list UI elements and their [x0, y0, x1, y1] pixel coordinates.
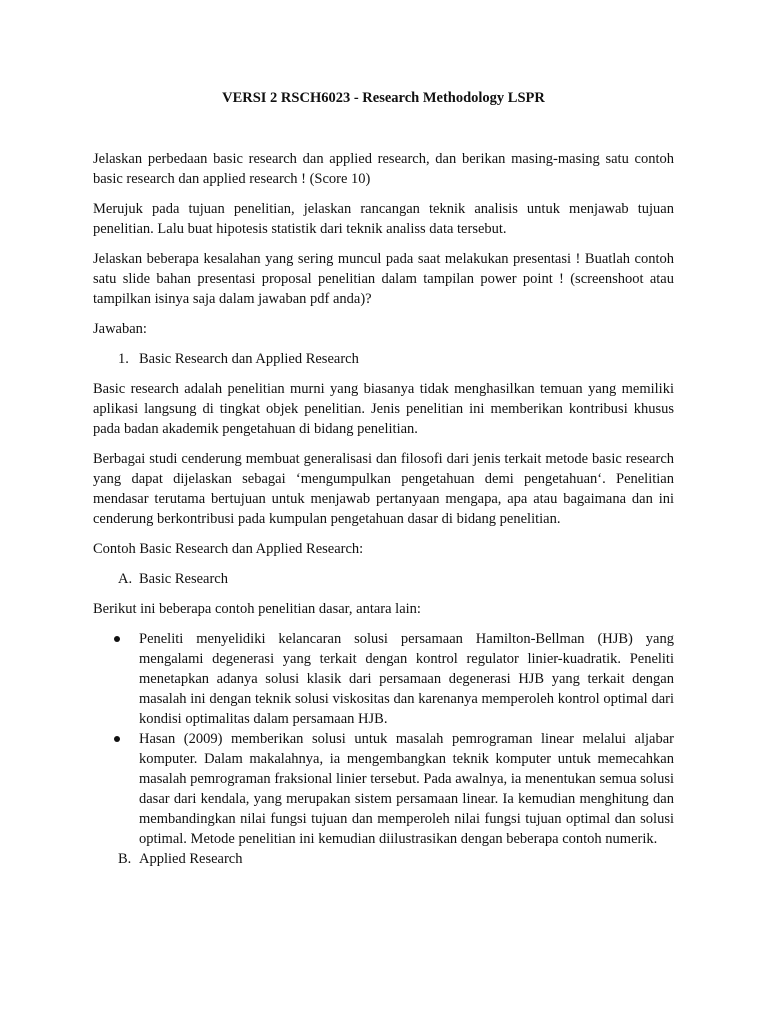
- section-1-heading: [93, 349, 674, 369]
- paragraph-examples-heading: Contoh Basic Research dan Applied Research:: [93, 541, 364, 557]
- bullet-text: Peneliti menyelidiki kelancaran solusi persamaan Hamilton-Bellman (HJB) yang mengalami degenerasi yang terkait dengan kontrol regulator linier-kuadratik. Peneliti menetapkan adanya solusi klasik dari persamaan degenerasi HJB yang terkait dengan masalah ini dengan teknik solusi viskositas dan karenanya memperoleh kontrol optimal dari kondisi optimalitas dalam persamaan HJB.: [139, 631, 674, 727]
- subsection-b-heading: [93, 849, 674, 869]
- question-1: Jelaskan perbedaan basic research dan applied research, dan berikan masing-masing satu contoh basic research dan applied research ! (Score 10): [93, 151, 674, 187]
- bullet-text: Hasan (2009) memberikan solusi untuk masalah pemrograman linear melalui aljabar komputer. Dalam makalahnya, ia mengembangkan teknik komputer untuk memecahkan masalah pemrograman fraksional linier tersebut. Pada awalnya, ia menentukan semua solusi dasar dari kendala, yang merupakan sistem persamaan linear. Ia kemudian menghitung dan membandingkan nilai fungsi tujuan dan memperoleh nilai fungsi tujuan optimal dan solusi optimal. Metode penelitian ini kemudian diilustrasikan dengan beberapa contoh numerik.: [139, 731, 674, 847]
- list-marker: A.: [118, 571, 133, 587]
- list-marker: 1.: [118, 351, 129, 367]
- list-marker: B.: [118, 851, 132, 867]
- bullet-icon: [114, 736, 120, 742]
- list-item: [93, 729, 674, 849]
- list-item: [93, 629, 674, 729]
- subsection-a-label: Basic Research: [139, 571, 228, 587]
- question-3: Jelaskan beberapa kesalahan yang sering muncul pada saat melakukan presentasi ! Buatlah contoh satu slide bahan presentasi proposal penelitian dalam tampilan power point ! (screenshoot atau tampilkan isinya saja dalam jawaban pdf anda)?: [93, 251, 674, 307]
- examples-list: [93, 629, 674, 849]
- subsection-b-label: Applied Research: [139, 851, 243, 867]
- answer-label: Jawaban:: [93, 321, 147, 337]
- examples-intro: Berikut ini beberapa contoh penelitian dasar, antara lain:: [93, 601, 421, 617]
- document-title: VERSI 2 RSCH6023 - Research Methodology LSPR: [222, 90, 545, 106]
- bullet-icon: [114, 636, 120, 642]
- section-1-label: Basic Research dan Applied Research: [139, 351, 359, 367]
- subsection-a-heading: [93, 569, 674, 589]
- paragraph-basic-definition: Basic research adalah penelitian murni yang biasanya tidak menghasilkan temuan yang memiliki aplikasi langsung di tingkat objek penelitian. Jenis penelitian ini memberikan kontribusi khusus pada badan akademik pengetahuan di bidang penelitian.: [93, 381, 674, 437]
- paragraph-basic-studies: Berbagai studi cenderung membuat generalisasi dan filosofi dari jenis terkait metode basic research yang dapat dijelaskan sebagai ‘mengumpulkan pengetahuan demi pengetahuan‘. Penelitian mendasar terutama bertujuan untuk menjawab pertanyaan mengapa, apa atau bagaimana dan ini cenderung berkontribusi pada kumpulan pengetahuan dasar di bidang penelitian.: [93, 451, 674, 527]
- question-2: Merujuk pada tujuan penelitian, jelaskan rancangan teknik analisis untuk menjawab tujuan penelitian. Lalu buat hipotesis statistik dari teknik analiss data tersebut.: [93, 201, 674, 237]
